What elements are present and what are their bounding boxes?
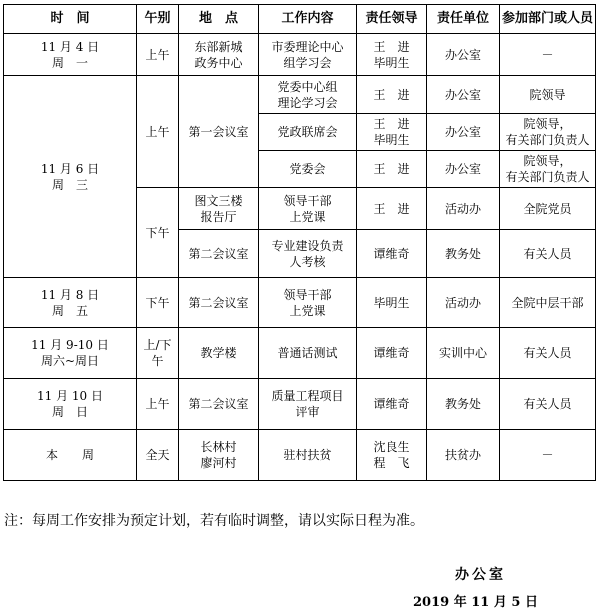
header-time: 时 间: [4, 5, 137, 34]
leader-cell: 沈良生 程 飞: [357, 430, 427, 481]
schedule-table: [3, 4, 596, 481]
people-cell: 全院党员: [500, 188, 596, 230]
content-cell: 领导干部 上党课: [259, 278, 357, 328]
issuing-office: 办公室: [455, 567, 506, 583]
place-cell: 第一会议室: [179, 76, 259, 188]
content-cell: 党委会: [259, 151, 357, 188]
leader-cell: 谭维奇: [357, 230, 427, 278]
table-row: [4, 278, 596, 328]
people-cell: －: [500, 34, 596, 76]
unit-cell: 教务处: [427, 379, 500, 430]
place-cell: 第二会议室: [179, 379, 259, 430]
time-cell: 11 月 4 日 周 一: [4, 34, 137, 76]
leader-cell: 王 进: [357, 188, 427, 230]
unit-cell: 实训中心: [427, 328, 500, 379]
period-cell: 上午: [137, 34, 179, 76]
place-cell: 第二会议室: [179, 278, 259, 328]
content-cell: 驻村扶贫: [259, 430, 357, 481]
period-cell: 下午: [137, 188, 179, 278]
unit-cell: 活动办: [427, 188, 500, 230]
header-leader: 责任领导: [357, 5, 427, 34]
leader-cell: 谭维奇: [357, 379, 427, 430]
table-row: [4, 34, 596, 76]
time-cell: 本 周: [4, 430, 137, 481]
leader-cell: 谭维奇: [357, 328, 427, 379]
place-cell: 长林村 廖河村: [179, 430, 259, 481]
leader-cell: 毕明生: [357, 278, 427, 328]
people-cell: 全院中层干部: [500, 278, 596, 328]
schedule-note: 注：每周工作安排为预定计划，若有临时调整，请以实际日程为准。: [4, 513, 424, 529]
content-cell: 普通话测试: [259, 328, 357, 379]
period-cell: 上午: [137, 379, 179, 430]
header-row: [4, 5, 596, 34]
time-cell: 11 月 9-10 日 周六~周日: [4, 328, 137, 379]
people-cell: 有关人员: [500, 230, 596, 278]
content-cell: 质量工程项目 评审: [259, 379, 357, 430]
leader-cell: 王 进: [357, 76, 427, 114]
period-cell: 上/下 午: [137, 328, 179, 379]
content-cell: 领导干部 上党课: [259, 188, 357, 230]
unit-cell: 办公室: [427, 114, 500, 151]
table-row: [4, 76, 596, 114]
time-cell: 11 月 10 日 周 日: [4, 379, 137, 430]
period-cell: 全天: [137, 430, 179, 481]
leader-cell: 王 进 毕明生: [357, 34, 427, 76]
place-cell: 东部新城 政务中心: [179, 34, 259, 76]
header-people: 参加部门或人员: [500, 5, 596, 34]
people-cell: 院领导: [500, 76, 596, 114]
leader-cell: 王 进: [357, 151, 427, 188]
people-cell: 有关人员: [500, 379, 596, 430]
people-cell: 院领导， 有关部门负责人: [500, 114, 596, 151]
header-unit: 责任单位: [427, 5, 500, 34]
content-cell: 党委中心组 理论学习会: [259, 76, 357, 114]
header-content: 工作内容: [259, 5, 357, 34]
place-cell: 教学楼: [179, 328, 259, 379]
table-row: [4, 379, 596, 430]
place-cell: 图文三楼 报告厅: [179, 188, 259, 230]
time-cell: 11 月 8 日 周 五: [4, 278, 137, 328]
unit-cell: 教务处: [427, 230, 500, 278]
period-cell: 下午: [137, 278, 179, 328]
content-cell: 市委理论中心 组学习会: [259, 34, 357, 76]
table-row: [4, 328, 596, 379]
unit-cell: 办公室: [427, 76, 500, 114]
time-cell: 11 月 6 日 周 三: [4, 76, 137, 278]
header-place: 地 点: [179, 5, 259, 34]
people-cell: 院领导， 有关部门负责人: [500, 151, 596, 188]
unit-cell: 办公室: [427, 34, 500, 76]
place-cell: 第二会议室: [179, 230, 259, 278]
content-cell: 专业建设负责 人考核: [259, 230, 357, 278]
people-cell: －: [500, 430, 596, 481]
people-cell: 有关人员: [500, 328, 596, 379]
unit-cell: 活动办: [427, 278, 500, 328]
issue-date: 2019 年 11 月 5 日: [413, 595, 538, 610]
unit-cell: 扶贫办: [427, 430, 500, 481]
period-cell: 上午: [137, 76, 179, 188]
content-cell: 党政联席会: [259, 114, 357, 151]
unit-cell: 办公室: [427, 151, 500, 188]
table-row: [4, 430, 596, 481]
leader-cell: 王 进 毕明生: [357, 114, 427, 151]
header-period: 午别: [137, 5, 179, 34]
